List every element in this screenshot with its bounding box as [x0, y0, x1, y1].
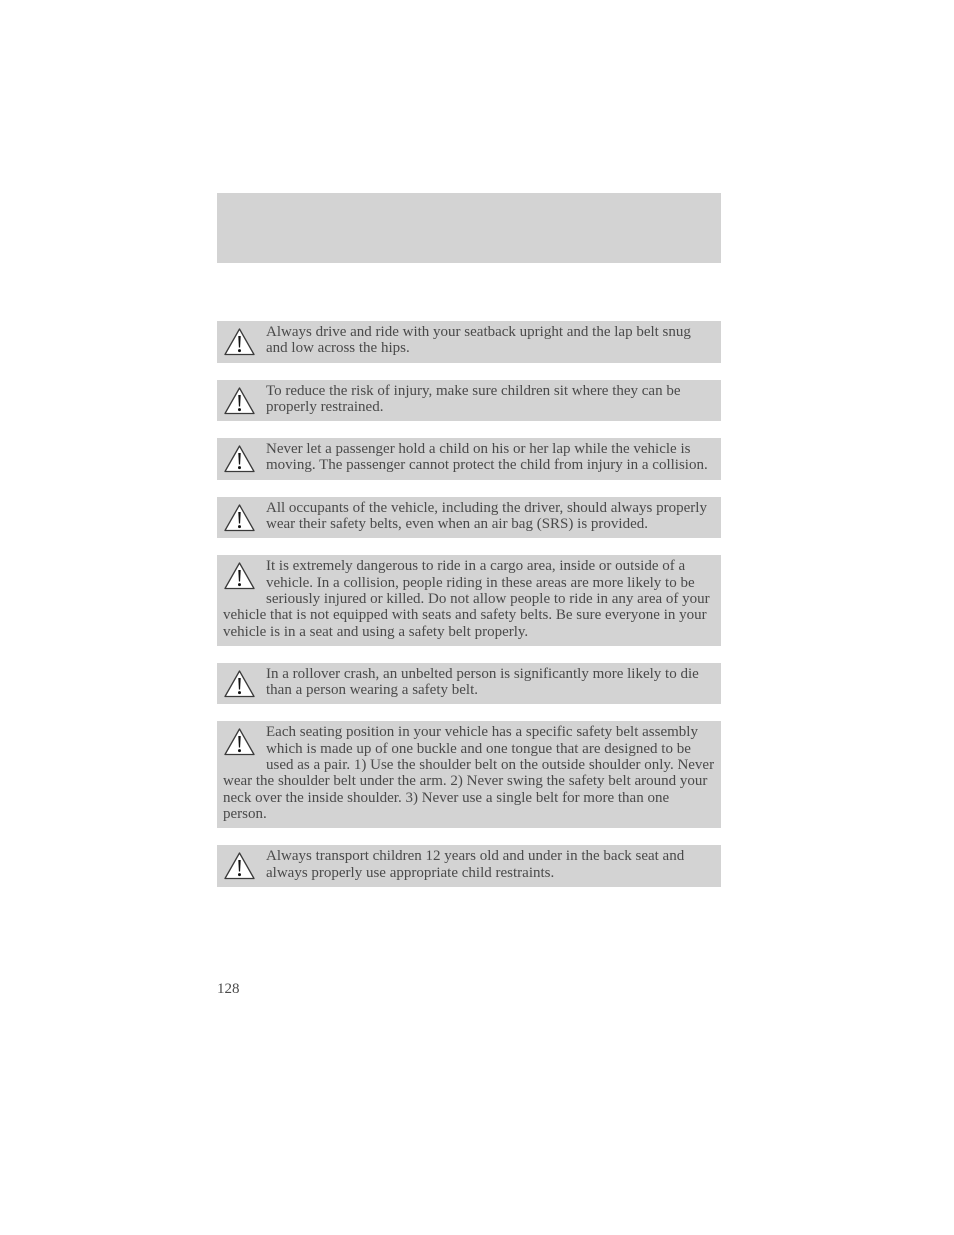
warning-text: Always transport children 12 years old and under in the back seat and always properly use appropriate child restraints. — [266, 848, 685, 881]
warning-box — [217, 845, 721, 887]
warning-triangle-shape — [223, 726, 256, 758]
warning-box — [217, 721, 721, 828]
warning-triangle-icon — [223, 560, 256, 592]
warnings-list — [217, 321, 721, 904]
warning-text: It is extremely dangerous to ride in a cargo area, inside or outside of a vehicle. In a collision, people riding in these areas are more likely to be seriously injured or killed. Do not allow people to ride in any area of your vehicle that is not equipped with seats and safety belts. Be sure everyone in your vehicle is in a seat and using a safety belt properly. — [223, 558, 710, 640]
warning-box — [217, 555, 721, 645]
warning-text: In a rollover crash, an unbelted person is significantly more likely to die than a person wearing a safety belt. — [266, 665, 699, 699]
warning-triangle-icon — [223, 850, 256, 882]
warning-triangle-icon — [223, 726, 256, 758]
page-number: 128 — [217, 981, 240, 997]
warning-triangle-icon — [223, 385, 256, 417]
warning-text: To reduce the risk of injury, make sure children sit where they can be properly restrained. — [266, 382, 681, 415]
warning-triangle-shape — [223, 560, 256, 592]
warning-triangle-icon — [223, 502, 256, 534]
section-header-band — [217, 193, 721, 263]
warning-box — [217, 663, 721, 705]
warning-triangle-shape — [223, 502, 256, 534]
warning-triangle-shape — [223, 326, 256, 358]
warning-text: All occupants of the vehicle, including the driver, should always properly wear their safety belts, even when an air bag (SRS) is provided. — [266, 499, 707, 533]
warning-triangle-shape — [223, 668, 256, 700]
warning-box — [217, 438, 721, 480]
warning-triangle-shape — [223, 850, 256, 882]
warning-triangle-shape — [223, 385, 256, 417]
warning-triangle-icon — [223, 668, 256, 700]
warning-box — [217, 321, 721, 363]
warning-text: Each seating position in your vehicle has a specific safety belt assembly which is made up of one buckle and one tongue that are designed to be used as a pair. 1) Use the shoulder belt on the outside shoulder only. Never wear the shoulder belt under the arm. 2) Never swing the safety belt around your neck over the inside shoulder. 3) Never use a single belt for more than one person. — [223, 724, 715, 822]
warning-text: Always drive and ride with your seatback upright and the lap belt snug and low across the hips. — [266, 324, 691, 357]
warning-text: Never let a passenger hold a child on his or her lap while the vehicle is moving. The passenger cannot protect the child from injury in a collision. — [266, 441, 708, 474]
warning-box — [217, 380, 721, 422]
warning-triangle-icon — [223, 443, 256, 475]
warning-triangle-icon — [223, 326, 256, 358]
warning-triangle-shape — [223, 443, 256, 475]
warning-box — [217, 497, 721, 539]
